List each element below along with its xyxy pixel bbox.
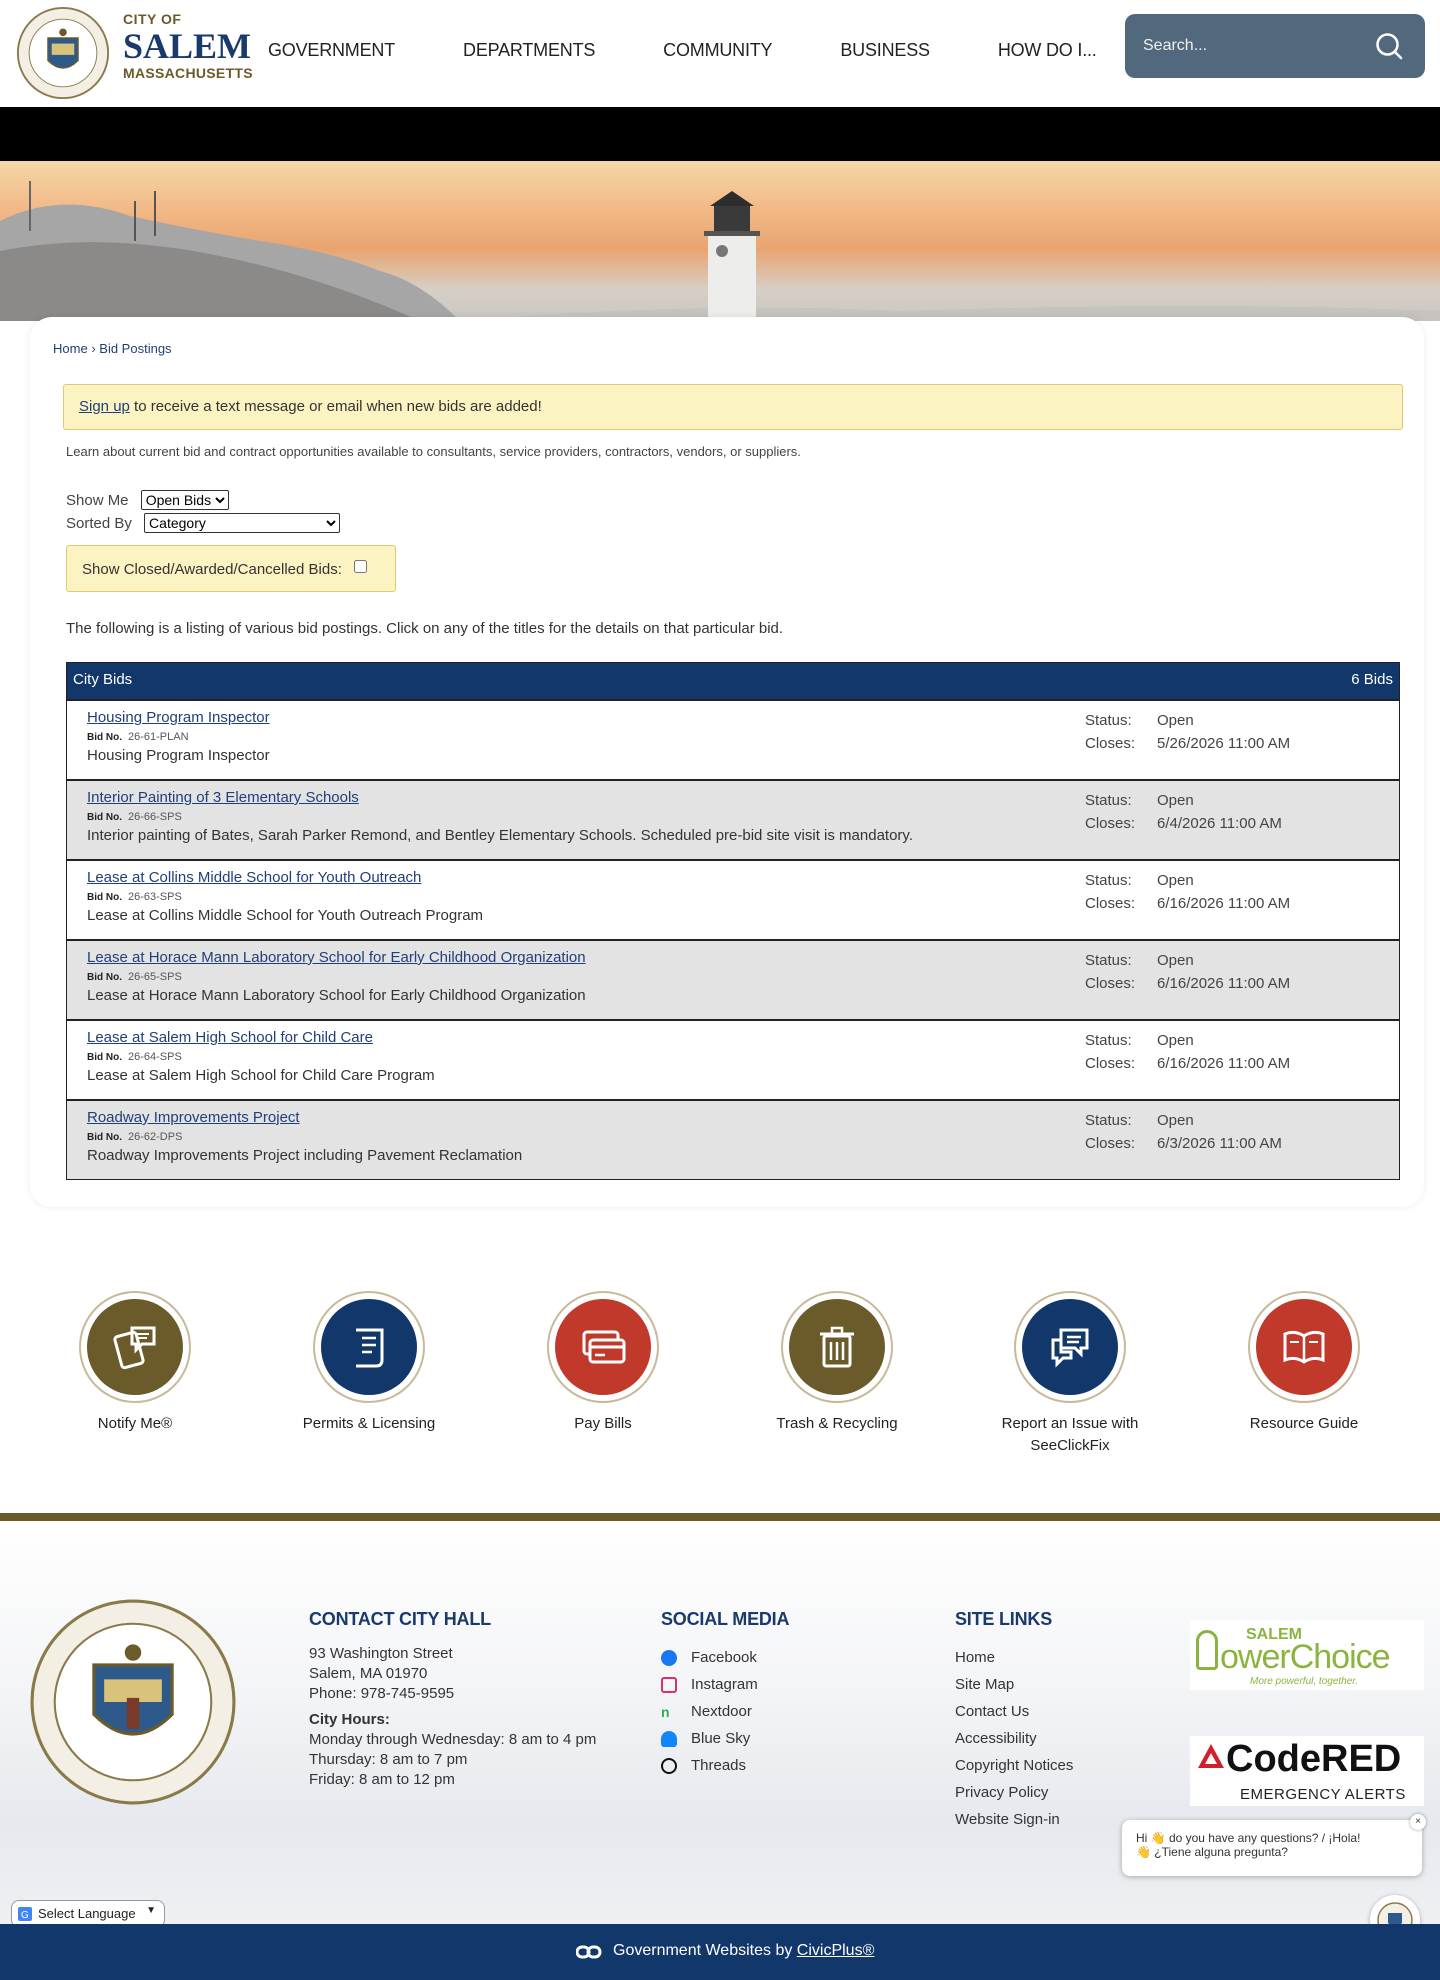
search-box bbox=[1125, 14, 1425, 78]
bid-status-block bbox=[1085, 1109, 1282, 1155]
site-link-sign-in[interactable]: Website Sign-in bbox=[955, 1811, 1060, 1828]
phone-message-icon bbox=[87, 1299, 183, 1395]
bid-no-value: 26-64-SPS bbox=[128, 1051, 182, 1063]
bids-table bbox=[66, 662, 1400, 1180]
social-label: Threads bbox=[691, 1757, 747, 1774]
quick-link-permits[interactable] bbox=[269, 1291, 469, 1435]
footer-social bbox=[661, 1609, 789, 1779]
status-value: Open bbox=[1157, 712, 1194, 729]
bid-title-link[interactable]: Interior Painting of 3 Elementary Schools bbox=[87, 789, 359, 806]
closes-label: Closes: bbox=[1085, 895, 1136, 912]
bid-row bbox=[67, 859, 1399, 939]
bid-description: Roadway Improvements Project including Pavement Reclamation bbox=[87, 1147, 523, 1164]
logo-wordmark[interactable] bbox=[123, 12, 253, 80]
hours-line-1: Monday through Wednesday: 8 am to 4 pm bbox=[309, 1731, 597, 1748]
logo-line-2: SALEM bbox=[123, 26, 252, 66]
bottom-bar-prefix: Government Websites by bbox=[613, 1942, 797, 1959]
contact-phone: Phone: 978-745-9595 bbox=[309, 1685, 455, 1702]
search-icon[interactable] bbox=[1375, 32, 1403, 60]
trash-can-icon bbox=[789, 1299, 885, 1395]
quick-link-label: Trash & Recycling bbox=[776, 1415, 898, 1432]
bid-status-block bbox=[1085, 1029, 1290, 1075]
closes-label: Closes: bbox=[1085, 815, 1136, 832]
svg-text:G: G bbox=[21, 1910, 29, 1921]
bid-no-value: 26-63-SPS bbox=[128, 891, 182, 903]
hours-line-3: Friday: 8 am to 12 pm bbox=[309, 1771, 455, 1788]
quick-link-label-line2: SeeClickFix bbox=[1030, 1437, 1110, 1454]
powerchoice-tagline: More powerful, together. bbox=[1250, 1676, 1359, 1687]
quick-link-circle bbox=[1014, 1291, 1126, 1403]
bid-description: Lease at Horace Mann Laboratory School for Early Childhood Organization bbox=[87, 987, 586, 1004]
nav-government[interactable]: GOVERNMENT bbox=[268, 40, 396, 60]
breadcrumb-home[interactable]: Home bbox=[53, 341, 88, 356]
quick-link-resource-guide[interactable] bbox=[1204, 1291, 1404, 1435]
social-label: Nextdoor bbox=[691, 1703, 752, 1720]
social-heading: SOCIAL MEDIA bbox=[661, 1609, 790, 1629]
breadcrumb-separator: › bbox=[91, 341, 96, 356]
black-banner-strip bbox=[0, 107, 1440, 161]
bids-category-title: City Bids bbox=[73, 671, 133, 688]
signup-notice-text: to receive a text message or email when new bids are added! bbox=[129, 398, 542, 415]
site-link-privacy[interactable]: Privacy Policy bbox=[955, 1784, 1049, 1801]
chat-message-line-1: Hi 👋 do you have any questions? / ¡Hola! bbox=[1136, 1831, 1361, 1845]
show-me-select[interactable] bbox=[141, 490, 229, 510]
status-label: Status: bbox=[1085, 712, 1132, 729]
threads-icon bbox=[661, 1758, 677, 1774]
civicplus-logo-icon bbox=[576, 1942, 602, 1962]
bid-no-label: Bid No. bbox=[87, 732, 122, 743]
show-closed-checkbox[interactable] bbox=[354, 560, 367, 573]
closes-value: 6/16/2026 11:00 AM bbox=[1157, 975, 1291, 992]
content-card bbox=[30, 317, 1424, 1207]
bid-title-link[interactable]: Roadway Improvements Project bbox=[87, 1109, 300, 1126]
social-label: Instagram bbox=[691, 1676, 758, 1693]
bid-row bbox=[67, 1099, 1399, 1179]
status-value: Open bbox=[1157, 872, 1194, 889]
bid-no-value: 26-61-PLAN bbox=[128, 731, 189, 743]
bid-description: Lease at Salem High School for Child Care Program bbox=[87, 1067, 435, 1084]
bid-title-link[interactable]: Lease at Salem High School for Child Care bbox=[87, 1029, 373, 1046]
site-links-heading: SITE LINKS bbox=[955, 1609, 1053, 1629]
quick-link-circle bbox=[313, 1291, 425, 1403]
signup-link[interactable]: Sign up bbox=[79, 398, 130, 415]
listing-description: The following is a listing of various bid postings. Click on any of the titles for the details on that particular bid. bbox=[66, 620, 784, 637]
bid-status-block bbox=[1085, 789, 1282, 835]
main-nav bbox=[268, 40, 1165, 61]
chat-bubbles-icon bbox=[1022, 1299, 1118, 1395]
quick-link-trash[interactable] bbox=[737, 1291, 937, 1435]
contact-heading: CONTACT CITY HALL bbox=[309, 1609, 491, 1629]
hours-heading: City Hours: bbox=[309, 1711, 390, 1728]
quick-links bbox=[0, 1291, 1440, 1461]
powerchoice-banner[interactable] bbox=[1190, 1620, 1424, 1690]
status-value: Open bbox=[1157, 792, 1194, 809]
bids-count: 6 Bids bbox=[1351, 671, 1393, 688]
hero-image bbox=[0, 161, 1440, 321]
quick-link-label: Permits & Licensing bbox=[302, 1415, 436, 1432]
nav-how-do-i[interactable]: HOW DO I... bbox=[997, 40, 1097, 60]
closes-label: Closes: bbox=[1085, 1135, 1136, 1152]
credit-card-icon bbox=[555, 1299, 651, 1395]
logo-line-1: CITY OF bbox=[123, 11, 182, 27]
show-me-filter bbox=[66, 490, 229, 510]
codered-wordmark: CodeRED bbox=[1226, 1738, 1402, 1780]
bid-description: Interior painting of Bates, Sarah Parker Remond, and Bentley Elementary Schools. Scheduled pre-bid site visit is mandatory. bbox=[87, 827, 913, 844]
quick-link-circle bbox=[547, 1291, 659, 1403]
social-bluesky[interactable] bbox=[661, 1725, 789, 1752]
document-scroll-icon bbox=[321, 1299, 417, 1395]
quick-link-label-line1: Report an Issue with bbox=[1001, 1415, 1139, 1432]
open-book-icon bbox=[1256, 1299, 1352, 1395]
logo-line-3: MASSACHUSETTS bbox=[123, 65, 253, 81]
footer-contact bbox=[309, 1609, 596, 1790]
nav-business[interactable]: BUSINESS bbox=[840, 40, 930, 60]
bid-description: Lease at Collins Middle School for Youth Outreach Program bbox=[87, 907, 484, 924]
bid-title-link[interactable]: Housing Program Inspector bbox=[87, 709, 270, 726]
bid-title-link[interactable]: Lease at Collins Middle School for Youth Outreach bbox=[87, 869, 422, 886]
site-link-site-map[interactable]: Site Map bbox=[955, 1676, 1015, 1693]
closes-label: Closes: bbox=[1085, 1055, 1136, 1072]
powerchoice-brand: SALEM bbox=[1246, 1626, 1302, 1643]
facebook-icon bbox=[661, 1650, 677, 1666]
closes-value: 6/16/2026 11:00 AM bbox=[1157, 1055, 1291, 1072]
status-label: Status: bbox=[1085, 1032, 1132, 1049]
nav-departments[interactable]: DEPARTMENTS bbox=[463, 40, 596, 60]
social-label: Blue Sky bbox=[691, 1730, 751, 1747]
quick-link-pay-bills[interactable] bbox=[503, 1291, 703, 1435]
city-seal-logo[interactable] bbox=[14, 6, 112, 100]
status-label: Status: bbox=[1085, 792, 1132, 809]
nextdoor-icon: n bbox=[661, 1703, 670, 1720]
bid-description: Housing Program Inspector bbox=[87, 747, 270, 764]
closes-value: 5/26/2026 11:00 AM bbox=[1157, 735, 1291, 752]
status-value: Open bbox=[1157, 1112, 1194, 1129]
show-me-label: Show Me bbox=[66, 492, 129, 509]
social-instagram[interactable] bbox=[661, 1671, 789, 1698]
social-facebook[interactable] bbox=[661, 1644, 789, 1671]
bid-no-label: Bid No. bbox=[87, 812, 122, 823]
bid-no-label: Bid No. bbox=[87, 1132, 122, 1143]
show-closed-toggle bbox=[66, 545, 396, 592]
closes-label: Closes: bbox=[1085, 735, 1136, 752]
lighthouse-landscape-illustration bbox=[0, 161, 1440, 321]
closes-label: Closes: bbox=[1085, 975, 1136, 992]
nav-community[interactable]: COMMUNITY bbox=[663, 40, 773, 60]
status-value: Open bbox=[1157, 1032, 1194, 1049]
quick-link-label: Pay Bills bbox=[574, 1415, 632, 1432]
closes-value: 6/4/2026 11:00 AM bbox=[1157, 815, 1282, 832]
bid-no-label: Bid No. bbox=[87, 1052, 122, 1063]
quick-link-circle bbox=[781, 1291, 893, 1403]
quick-link-label: Notify Me® bbox=[97, 1415, 173, 1432]
site-header bbox=[0, 0, 1440, 107]
footer-site-links bbox=[955, 1609, 1073, 1833]
codered-banner[interactable] bbox=[1190, 1736, 1424, 1806]
social-nextdoor[interactable] bbox=[661, 1698, 789, 1725]
bid-row bbox=[67, 699, 1399, 779]
codered-subtitle: EMERGENCY ALERTS bbox=[1240, 1786, 1406, 1803]
sorted-by-select[interactable] bbox=[144, 513, 340, 533]
language-select-label: Select Language bbox=[38, 1906, 136, 1921]
chat-close-button[interactable]: × bbox=[1410, 1814, 1426, 1830]
bottom-bar bbox=[0, 1924, 1440, 1980]
social-label: Facebook bbox=[691, 1649, 757, 1666]
signup-notice bbox=[63, 384, 1403, 430]
status-label: Status: bbox=[1085, 1112, 1132, 1129]
bid-no-value: 26-62-DPS bbox=[128, 1131, 183, 1143]
quick-link-label: Resource Guide bbox=[1249, 1415, 1359, 1432]
chat-popup[interactable] bbox=[1122, 1816, 1422, 1876]
site-link-copyright[interactable]: Copyright Notices bbox=[955, 1757, 1074, 1774]
breadcrumb-current[interactable]: Bid Postings bbox=[99, 341, 172, 356]
bottom-bar-text bbox=[613, 1942, 874, 1960]
site-link-home[interactable]: Home bbox=[955, 1649, 996, 1666]
hours-line-2: Thursday: 8 am to 7 pm bbox=[309, 1751, 468, 1768]
contact-address-1: 93 Washington Street bbox=[309, 1645, 453, 1662]
bid-row bbox=[67, 939, 1399, 1019]
show-closed-label: Show Closed/Awarded/Cancelled Bids: bbox=[82, 561, 342, 578]
bid-no-label: Bid No. bbox=[87, 892, 122, 903]
bids-category-header[interactable] bbox=[67, 663, 1399, 699]
intro-text: Learn about current bid and contract opportunities available to consultants, service providers, contractors, vendors, or suppliers. bbox=[66, 444, 801, 459]
chevron-down-icon: ▼ bbox=[146, 1905, 156, 1916]
bid-no-value: 26-66-SPS bbox=[128, 811, 182, 823]
status-value: Open bbox=[1157, 952, 1194, 969]
status-label: Status: bbox=[1085, 872, 1132, 889]
bid-status-block bbox=[1085, 869, 1290, 915]
quick-link-circle bbox=[1248, 1291, 1360, 1403]
instagram-icon bbox=[661, 1677, 677, 1693]
closes-value: 6/3/2026 11:00 AM bbox=[1157, 1135, 1282, 1152]
codered-triangle-icon bbox=[1198, 1744, 1224, 1768]
search-input[interactable] bbox=[1143, 32, 1353, 60]
social-threads[interactable] bbox=[661, 1752, 789, 1779]
bid-status-block bbox=[1085, 709, 1290, 755]
site-link-accessibility[interactable]: Accessibility bbox=[955, 1730, 1037, 1747]
google-translate-icon bbox=[18, 1907, 32, 1921]
powerchoice-wordmark: owerChoice bbox=[1220, 1638, 1390, 1676]
sorted-by-label: Sorted By bbox=[66, 515, 132, 532]
quick-link-circle bbox=[79, 1291, 191, 1403]
quick-link-label bbox=[970, 1413, 1170, 1457]
city-seal-large bbox=[30, 1599, 236, 1805]
breadcrumb bbox=[53, 341, 172, 356]
bid-status-block bbox=[1085, 949, 1290, 995]
power-plug-icon bbox=[1196, 1630, 1218, 1670]
sorted-by-filter bbox=[66, 513, 340, 533]
bid-row bbox=[67, 779, 1399, 859]
chat-message-line-2: 👋 ¿Tiene alguna pregunta? bbox=[1136, 1845, 1288, 1859]
bid-row bbox=[67, 1019, 1399, 1099]
quick-link-report-issue[interactable] bbox=[970, 1291, 1170, 1457]
butterfly-icon bbox=[661, 1731, 677, 1747]
bid-title-link[interactable]: Lease at Horace Mann Laboratory School for Early Childhood Organization bbox=[87, 949, 586, 966]
bid-no-label: Bid No. bbox=[87, 972, 122, 983]
quick-link-notify-me[interactable] bbox=[35, 1291, 235, 1435]
footer-divider bbox=[0, 1513, 1440, 1521]
civicplus-link[interactable]: CivicPlus® bbox=[796, 1942, 875, 1959]
contact-address-2: Salem, MA 01970 bbox=[309, 1665, 428, 1682]
bid-no-value: 26-65-SPS bbox=[128, 971, 182, 983]
closes-value: 6/16/2026 11:00 AM bbox=[1157, 895, 1291, 912]
status-label: Status: bbox=[1085, 952, 1132, 969]
site-link-contact-us[interactable]: Contact Us bbox=[955, 1703, 1030, 1720]
